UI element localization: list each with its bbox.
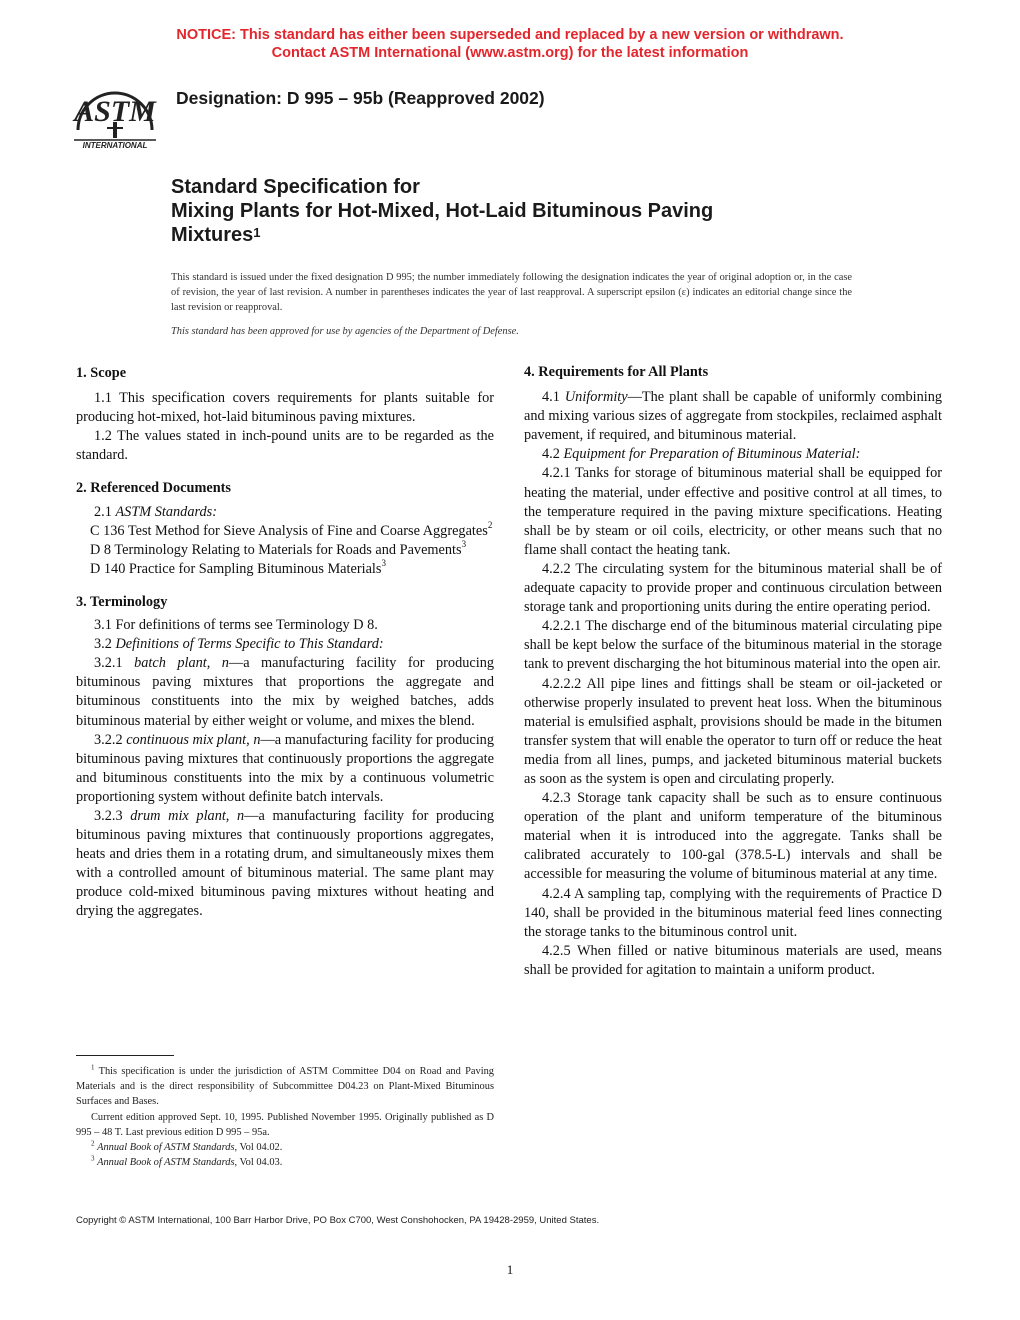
logo-subtext: INTERNATIONAL — [82, 141, 148, 150]
para-4-2-1: 4.2.1 Tanks for storage of bituminous material shall be equipped for heating the material, under effective and positive control at all times, to the temperature required in the paving mixture specifications. Heating shall be by steam or oil coils, electricity, or other means such that no flame shall contact the heating tank. — [524, 465, 942, 558]
title-line-3 — [171, 223, 871, 247]
right-column — [524, 363, 942, 980]
footnote-1-text: This specification is under the jurisdiction of ASTM Committee D04 on Road and Paving Materials and is the direct responsibility of Subcommittee D04.23 on Plant-Mixed Bituminous Surfaces and Bases. — [76, 1066, 494, 1108]
para-3-1: 3.1 For definitions of terms see Terminology D 8. — [94, 617, 378, 634]
para-2-1 — [76, 503, 494, 522]
ref-c136 — [90, 519, 494, 541]
copyright: Copyright © ASTM International, 100 Barr Harbor Drive, PO Box C700, West Conshohocken, PA 19428-2959, United States. — [76, 1215, 600, 1226]
def-drum-mix-plant — [76, 807, 494, 922]
def-continuous-mix-plant — [76, 731, 494, 807]
footnote-3 — [76, 1155, 494, 1170]
logo-text: ASTM — [74, 95, 156, 128]
para-4-2-4: 4.2.4 A sampling tap, complying with the requirements of Practice D 140, shall be provided in the bituminous material feed lines connecting the storage tanks to the bituminous control unit. — [524, 885, 942, 940]
def-batch-plant-text: —a manufacturing facility for producing bituminous paving mixtures that proportions the aggregate and bituminous constituents into the mix by weighed batches, adds bituminous material by either weight or volume, and mixes the blend. — [76, 655, 494, 729]
para-1-2: 1.2 The values stated in inch-pound units are to be regarded as the standard. — [76, 428, 494, 464]
def-batch-plant-num: 3.2.1 — [94, 655, 135, 672]
def-batch-plant — [76, 654, 494, 730]
footnote-2-sup: 2 — [91, 1139, 95, 1148]
para-4-2-2: 4.2.2 The circulating system for the bituminous material shall be of adequate capacity to provide proper and continuous circulation between storage tank and proportioning units during the entire operating period. — [524, 560, 942, 616]
notice-banner — [0, 26, 1020, 62]
footnote-2 — [76, 1140, 494, 1155]
para-3-2-num: 3.2 — [94, 636, 116, 653]
para-2-1-num: 2.1 — [94, 503, 116, 520]
preamble: This standard is issued under the fixed designation D 995; the number immediately following the designation indicates the year of original adoption or, in the case of revision, the year of last revision. A number in parentheses indicates the year of last reapproval. A superscript epsilon (ε) indicates an editorial change since the last revision or reapproval. — [171, 272, 852, 313]
title-footnote-ref: 1 — [253, 225, 261, 240]
dod-approval: This standard has been approved for use by agencies of the Department of Defense. — [171, 326, 519, 337]
footnotes — [76, 1064, 494, 1170]
notice-line-1: NOTICE: This standard has either been superseded and replaced by a new version or withdrawn. — [176, 27, 844, 43]
footnote-1 — [76, 1064, 494, 1110]
para-4-2-num: 4.2 — [542, 446, 564, 463]
footnote-2-italic: Annual Book of ASTM Standards — [97, 1142, 235, 1154]
title-line-3-text: Mixtures — [171, 224, 254, 246]
para-2-1-italic: ASTM Standards: — [115, 503, 217, 520]
section-1-heading: 1. Scope — [76, 365, 127, 381]
notice-line-2: Contact ASTM International (www.astm.org) for the latest information — [271, 45, 749, 61]
def-drum-term: drum mix plant, n — [130, 807, 245, 824]
ref-d8-text: D 8 Terminology Relating to Materials for Roads and Pavements — [90, 541, 462, 558]
def-drum-text: —a manufacturing facility for producing bituminous paving mixtures that continuously proportions aggregates, heats and dries them in a rotating drum, and simultaneously mixes them with a controlled amount of bituminous material. The same plant may produce cold-mixed bituminous paving mixtures without heating and drying the aggregates. — [76, 807, 494, 920]
footnote-2-text: , Vol 04.02. — [234, 1142, 283, 1154]
para-4-1 — [524, 388, 942, 445]
ref-d140 — [90, 560, 494, 579]
def-continuous-num: 3.2.2 — [94, 731, 127, 748]
ref-d8 — [90, 538, 494, 560]
ref-c136-text: C 136 Test Method for Sieve Analysis of Fine and Coarse Aggregates — [90, 522, 488, 539]
title-line-1: Standard Specification for — [171, 176, 420, 198]
designation: Designation: D 995 – 95b (Reapproved 2002) — [176, 88, 545, 108]
ref-d140-sup: 3 — [381, 558, 386, 569]
astm-logo — [68, 76, 162, 150]
section-3-heading: 3. Terminology — [76, 593, 168, 610]
def-batch-plant-term: batch plant, n — [134, 655, 229, 672]
para-4-2 — [524, 445, 942, 464]
para-3-2 — [76, 635, 494, 654]
ref-c136-sup: 2 — [487, 519, 493, 530]
footnote-1-sup: 1 — [91, 1063, 95, 1072]
section-2-heading: 2. Referenced Documents — [76, 480, 231, 497]
title-line-2: Mixing Plants for Hot-Mixed, Hot-Laid Bituminous Paving — [171, 200, 714, 222]
page-title — [171, 175, 871, 247]
def-continuous-text: —a manufacturing facility for producing bituminous paving mixtures that continuously proportions the aggregate and bituminous constituents into the mix by a continuous volumetric proportioning system without definite batch intervals. — [76, 731, 494, 805]
footnote-rule — [76, 1055, 174, 1056]
def-drum-num: 3.2.3 — [94, 807, 131, 824]
para-4-1-num: 4.1 — [542, 389, 565, 406]
para-1-1: 1.1 This specification covers requirements for plants suitable for producing hot-mixed, hot-laid bituminous paving mixtures. — [76, 390, 494, 426]
para-4-2-3: 4.2.3 Storage tank capacity shall be such as to ensure continuous operation of the plant and uniform temperature of the bituminous material when it is introduced into the aggregate. Tanks shall be calibrated accurately to 100-gal (378.5-L) intervals and shall be accessible for measuring the volume of bituminous material at any time. — [524, 790, 942, 883]
para-4-2-2-2: 4.2.2.2 All pipe lines and fittings shall be steam or oil-jacketed or otherwise properly insulated to prevent heat loss. When the bituminous material is emulsified asphalt, provisions should be made in the bitumen transfer system that will enable the operator to turn off or reduce the heat media from all lines, pumps, and jacketed bituminous material buckets as soon as the system is open and circulating properly. — [524, 675, 942, 787]
para-4-2-italic: Equipment for Preparation of Bituminous Material: — [563, 446, 861, 463]
section-4-heading: 4. Requirements for All Plants — [524, 364, 709, 380]
footnote-3-italic: Annual Book of ASTM Standards — [97, 1157, 235, 1169]
para-4-1-italic: Uniformity — [564, 389, 628, 406]
def-continuous-term: continuous mix plant, n — [126, 731, 261, 748]
footnote-1-edition: Current edition approved Sept. 10, 1995. Published November 1995. Originally published as D 995 – 48 T. Last previous edition D 995 – 95a. — [76, 1111, 494, 1138]
para-4-2-2-1: 4.2.2.1 The discharge end of the bituminous material circulating pipe shall be kept below the surface of the bituminous material in the storage tank to prevent discharging the hot bituminous material into the open air. — [524, 618, 942, 673]
footnote-3-text: , Vol 04.03. — [234, 1157, 283, 1169]
left-column — [76, 364, 494, 922]
para-3-2-italic: Definitions of Terms Specific to This Standard: — [115, 636, 384, 653]
ref-d140-text: D 140 Practice for Sampling Bituminous Materials — [90, 560, 382, 577]
footnote-3-sup: 3 — [91, 1154, 95, 1163]
para-4-2-5: 4.2.5 When filled or native bituminous materials are used, means shall be provided for agitation to maintain a uniform product. — [524, 942, 942, 978]
ref-d8-sup: 3 — [461, 538, 467, 549]
page-number: 1 — [506, 1262, 514, 1277]
para-4-1-text: —The plant shall be capable of uniformly combining and mixing various sizes of aggregate from stockpiles, reclaimed asphalt pavement, if required, and bituminous material. — [524, 389, 942, 444]
